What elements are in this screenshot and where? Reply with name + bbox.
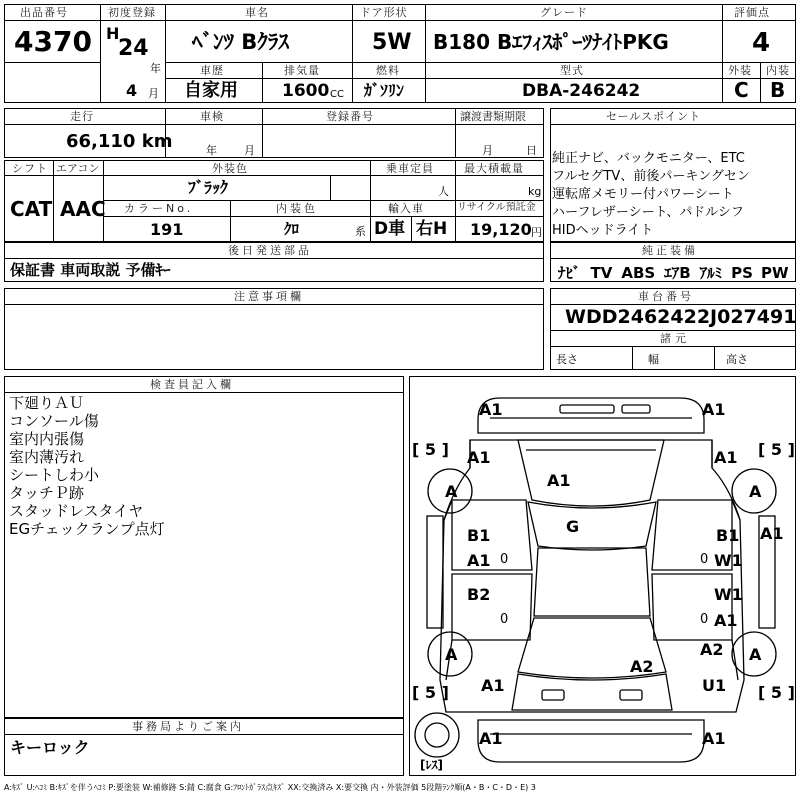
mark-front-bumper-left: A1 <box>479 400 503 419</box>
inspector-line: 下廻りＡＵ <box>9 394 85 412</box>
history: 自家用 <box>184 80 238 101</box>
reg-year: 24 <box>118 36 149 61</box>
legend: A:ｷｽﾞ U:ﾍｺﾐ B:ｷｽﾞを伴うﾍｺﾐ P:要塗装 W:補修跡 S:錆 C:腐食 G:ﾌﾛﾝﾄｶﾞﾗｽ点ｷｽﾞ XX:交換済み X:要交換 内・外装評価 5段階ﾗﾝｸ順(A・B・C・D・E) 3 <box>4 783 536 792</box>
mileage: 66,110 km <box>66 131 173 152</box>
mark-door-fr-b: B1 <box>716 526 740 545</box>
office-text: キーロック <box>10 738 90 757</box>
tire-front-left: [ 5 ] <box>412 440 449 459</box>
mark-door-fl-b: B1 <box>467 526 491 545</box>
tire-front-right: [ 5 ] <box>758 440 795 459</box>
inspector-line: シートしわ小 <box>9 466 100 484</box>
mark-rear-bumper-right: A1 <box>702 729 726 748</box>
mark-right-edge: A1 <box>760 524 784 543</box>
car-name: ﾍﾞﾝﾂ Bｸﾗｽ <box>192 30 289 54</box>
equipment-item: PW <box>760 264 789 282</box>
fuel: ｶﾞｿﾘﾝ <box>364 81 405 100</box>
insp-year-unit: 年 <box>206 144 217 157</box>
transfer-month-unit: 月 <box>482 144 493 157</box>
recycle-fee: 19,120 <box>470 220 532 239</box>
office-label: 事務局よりご案内 <box>132 720 244 733</box>
inspection-label: 車検 <box>200 110 224 123</box>
sales-line: 純正ナビ、バックモニター、ETC <box>552 151 745 166</box>
load-unit: kg <box>528 185 542 198</box>
equipment-item: ﾅﾋﾞ <box>558 264 581 282</box>
inspector-line: 室内薄汚れ <box>9 448 85 466</box>
tire-rear-left: [ 5 ] <box>412 683 449 702</box>
chassis-label: 車台番号 <box>638 290 694 303</box>
fuel-label: 燃料 <box>376 64 400 77</box>
notes-label: 注意事項欄 <box>234 290 304 303</box>
color-number: 191 <box>150 220 184 239</box>
mark-zero-r2: 0 <box>700 612 709 627</box>
overall-score: 4 <box>752 28 771 58</box>
score-label: 評価点 <box>734 6 770 19</box>
interior-grade: B <box>770 78 786 102</box>
model-label: 型式 <box>560 64 584 77</box>
model-code: DBA-246242 <box>522 81 641 101</box>
mark-front-bumper-right: A1 <box>702 400 726 419</box>
sales-line: HIDヘッドライト <box>552 223 654 238</box>
equipment-item: TV <box>590 264 613 282</box>
month-unit: 月 <box>148 87 159 100</box>
mark-hood: A1 <box>547 471 571 490</box>
tire-rear-right: [ 5 ] <box>758 683 795 702</box>
doors-label: ドア形状 <box>360 6 408 19</box>
lot-label: 出品番号 <box>20 6 68 19</box>
steering: 右H <box>416 219 448 239</box>
ac-label: エアコン <box>56 162 100 175</box>
import-label: 輸入車 <box>388 202 424 215</box>
equipment-item: PS <box>731 264 753 282</box>
inspector-line: 室内内張傷 <box>9 430 85 448</box>
mark-door-rr-w: W1 <box>714 585 743 604</box>
inspector-label: 検査員記入欄 <box>150 378 234 391</box>
shift-label: シフト <box>12 162 48 175</box>
exterior-grade: C <box>734 78 749 102</box>
inspector-line: コンソール傷 <box>9 412 99 430</box>
later-parts: 保証書 車両取説 予備ｷｰ <box>10 261 171 279</box>
int-color-label: 内装色 <box>276 202 318 215</box>
sales-points-label: セールスポイント <box>606 110 702 123</box>
mark-door-rr-a: A1 <box>714 611 738 630</box>
inspector-line: スタッドレスタイヤ <box>9 502 144 520</box>
dims-label: 諸元 <box>660 332 690 345</box>
sales-line: 運転席メモリー付パワーシート <box>552 187 734 202</box>
displacement-label: 排気量 <box>284 64 320 77</box>
cc-unit: CC <box>330 89 344 100</box>
grade: B180 BｴﾌｨｽﾎﾟｰﾂﾅｲﾄPKG <box>433 30 669 54</box>
mark-wheel-front-left: A <box>445 482 458 501</box>
capacity-unit: 人 <box>438 185 449 198</box>
insp-month-unit: 月 <box>244 144 255 157</box>
mark-wheel-rear-left: A <box>445 645 458 664</box>
plate-label: 登録番号 <box>326 110 374 123</box>
height-label: 高さ <box>726 353 748 366</box>
transfer-day-unit: 日 <box>526 144 537 157</box>
mark-quarter-rr-u: U1 <box>702 676 727 695</box>
mark-fender-front-left: A1 <box>467 448 491 467</box>
exterior-label: 外装 <box>728 64 752 77</box>
later-parts-label: 後日発送部品 <box>228 244 312 257</box>
interior-color: ｸﾛ <box>284 220 300 238</box>
mark-zero-l2: 0 <box>500 612 509 627</box>
mark-zero-r1: 0 <box>700 552 709 567</box>
mark-wheel-rear-right: A <box>749 645 762 664</box>
reg-month: 4 <box>126 81 138 100</box>
equipment-label: 純正装備 <box>642 244 698 257</box>
sales-line: フルセグTV、前後パーキングセン <box>552 169 750 184</box>
lot-number: 4370 <box>14 25 92 58</box>
mark-door-rl: B2 <box>467 585 491 604</box>
mark-door-fl-a: A1 <box>467 551 491 570</box>
first-reg-label: 初度登録 <box>108 6 156 19</box>
door-type: 5W <box>372 30 412 55</box>
sales-line: ハーフレザーシート、パドルシフ <box>552 205 744 220</box>
spare-tire: [ﾚｽ] <box>420 758 443 772</box>
grade-label: グレード <box>540 6 588 19</box>
equipment-item: ｱﾙﾐ <box>699 264 723 282</box>
color-label: 外装色 <box>212 162 248 175</box>
interior-label: 内装 <box>766 64 790 77</box>
mark-roof-rear: A2 <box>630 657 654 676</box>
int-color-unit: 系 <box>355 225 366 238</box>
shift: CAT <box>10 197 53 221</box>
equipment-item: ABS <box>621 264 656 282</box>
era: H <box>106 24 120 43</box>
mark-glass: G <box>566 517 580 536</box>
transfer-label: 譲渡書類期限 <box>460 110 526 123</box>
mark-rear-bumper-left: A1 <box>479 729 503 748</box>
import-dealer: D車 <box>374 219 406 239</box>
mark-zero-l1: 0 <box>500 552 509 567</box>
mark-wheel-front-right: A <box>749 482 762 501</box>
year-unit: 年 <box>150 62 161 75</box>
car-name-label: 車名 <box>245 6 269 19</box>
aircon: AAC <box>60 197 106 221</box>
width-label: 幅 <box>648 353 659 366</box>
capacity-label: 乗車定員 <box>386 162 434 175</box>
mileage-label: 走行 <box>70 110 94 123</box>
chassis-number: WDD2462422J027491 <box>565 306 797 328</box>
mark-quarter-rr: A2 <box>700 640 724 659</box>
body-color: ﾌﾞﾗｯｸ <box>188 178 229 197</box>
inspector-line: EGチェックランプ点灯 <box>9 520 165 538</box>
color-no-label: カラーNo. <box>124 202 194 215</box>
mark-fender-front-right: A1 <box>714 448 738 467</box>
equipment-item: ｴｱB <box>664 264 691 282</box>
mark-door-fr-w: W1 <box>714 551 743 570</box>
history-label: 車歴 <box>200 64 224 77</box>
inspector-line: タッチＰ跡 <box>9 484 85 502</box>
displacement: 1600 <box>282 81 330 101</box>
load-label: 最大積載量 <box>464 162 524 175</box>
recycle-label: リサイクル預託金 <box>457 202 536 213</box>
length-label: 長さ <box>556 353 578 366</box>
recycle-unit: 円 <box>531 226 542 239</box>
mark-quarter-rl: A1 <box>481 676 505 695</box>
